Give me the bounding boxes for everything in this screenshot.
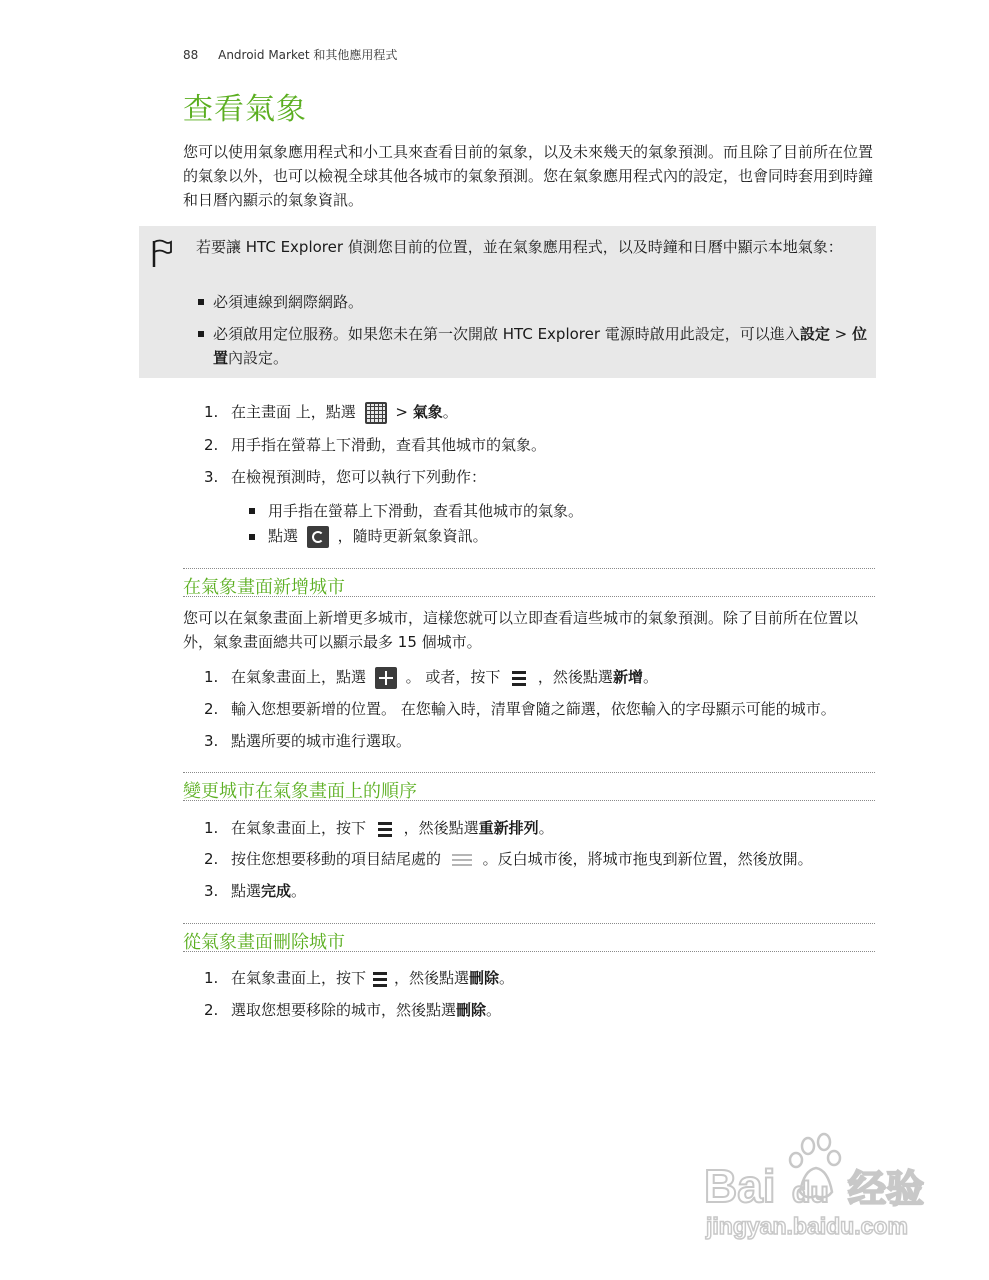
menu-icon	[375, 819, 395, 839]
step-text: 點選	[231, 882, 262, 900]
divider	[183, 951, 875, 952]
note-bullet-2	[213, 322, 878, 370]
weather-label: 氣象	[412, 403, 443, 421]
flag-icon	[150, 237, 172, 271]
step-number: 1.	[204, 969, 219, 987]
order-step-2	[231, 848, 813, 870]
arrow-sep: >	[395, 403, 413, 421]
step-text: ，隨時更新氣象資訊。	[337, 527, 488, 545]
chapter-title: Android Market 和其他應用程式	[218, 48, 398, 62]
step-text: 在氣象畫面上，點選	[231, 668, 367, 686]
bullet	[198, 331, 204, 337]
step-text: 按住您想要移動的項目結尾處的	[231, 850, 442, 868]
note-bullet-1: 必須連線到網際網路。	[213, 293, 364, 311]
section-title-reorder: 變更城市在氣象畫面上的順序	[183, 781, 417, 802]
sub-step-1: 用手指在螢幕上下滑動，查看其他城市的氣象。	[268, 502, 584, 520]
order-step-1	[231, 817, 554, 839]
rearrange-label: 重新排列	[478, 819, 539, 837]
add-step-1	[231, 666, 658, 689]
divider	[183, 596, 875, 597]
page-number: 88	[183, 48, 199, 62]
menu-icon	[509, 668, 529, 688]
step-text: ，然後點選	[394, 969, 470, 987]
order-step-3	[231, 880, 306, 902]
watermark-url: jingyan.baidu.com	[706, 1213, 908, 1239]
add-label: 新增	[612, 668, 643, 686]
settings-label: 設定	[799, 325, 830, 343]
drag-handle-icon	[450, 850, 474, 870]
note-text: 若要讓 HTC Explorer 偵測您目前的位置，並在氣象應用程式，以及時鐘和日曆中顯示本地氣象：	[196, 238, 843, 256]
step-3: 在檢視預測時，您可以執行下列動作：	[231, 468, 487, 486]
divider	[183, 772, 875, 773]
arrow-sep: >	[829, 325, 852, 343]
step-2: 用手指在螢幕上下滑動，查看其他城市的氣象。	[231, 436, 547, 454]
step-1	[231, 401, 458, 424]
step-number: 3.	[204, 468, 219, 486]
note-bullet-2-end: 內設定。	[228, 349, 289, 367]
delete-label: 刪除	[469, 969, 500, 987]
refresh-icon	[307, 526, 329, 548]
location-label: 位置	[213, 325, 867, 367]
running-header	[183, 46, 397, 63]
step-number: 3.	[204, 882, 219, 900]
divider	[183, 800, 875, 801]
step-text: 。反白城市後，將城市拖曳到新位置，然後放開。	[482, 850, 813, 868]
period: 。	[486, 1001, 502, 1019]
step-text: ，然後點選	[403, 819, 479, 837]
bullet	[249, 508, 255, 514]
add-city-paragraph: 您可以在氣象畫面上新增更多城市，這樣您就可以立即查看這些城市的氣象預測。除了目前所在位置以外，氣象畫面總共可以顯示最多 15 個城市。	[183, 609, 859, 651]
done-label: 完成	[261, 882, 292, 900]
menu-icon	[370, 969, 390, 989]
section-title-add-city: 在氣象畫面新增城市	[183, 577, 345, 598]
section-title-delete: 從氣象畫面刪除城市	[183, 932, 345, 953]
step-text: 在氣象畫面上，按下	[231, 819, 367, 837]
period: 。	[499, 969, 515, 987]
add-step-3: 點選所要的城市進行選取。	[231, 732, 412, 750]
bullet	[198, 299, 204, 305]
bullet	[249, 534, 255, 540]
step-number: 2.	[204, 1001, 219, 1019]
delete-step-1	[231, 967, 514, 989]
step-number: 2.	[204, 850, 219, 868]
step-text: 。 或者，按下	[405, 668, 501, 686]
note-bullet-2-text: 必須啟用定位服務。如果您未在第一次開啟 HTC Explorer 電源時啟用此設定，可以進入	[213, 325, 800, 343]
period: 。	[538, 819, 554, 837]
divider	[183, 923, 875, 924]
delete-label: 刪除	[456, 1001, 487, 1019]
step-number: 1.	[204, 403, 219, 421]
sub-step-2	[268, 525, 488, 548]
all-apps-icon	[365, 402, 387, 424]
watermark-brand-cn: 经验	[848, 1167, 925, 1211]
step-number: 1.	[204, 819, 219, 837]
intro-paragraph: 您可以使用氣象應用程式和小工具來查看目前的氣象，以及未來幾天的氣象預測。而且除了目前所在位置的氣象以外，也可以檢視全球其他各城市的氣象預測。您在氣象應用程式內的設定，也會同時套用到時鐘和日曆內顯示的氣象資訊。	[183, 143, 874, 209]
step-number: 3.	[204, 732, 219, 750]
period: 。	[442, 403, 458, 421]
divider	[183, 568, 875, 569]
period: 。	[291, 882, 307, 900]
step-text: 在氣象畫面上，按下	[231, 969, 367, 987]
step-text: 點選	[268, 527, 299, 545]
step-text: 選取您想要移除的城市，然後點選	[231, 1001, 457, 1019]
step-number: 1.	[204, 668, 219, 686]
step-text: ，然後點選	[537, 668, 613, 686]
step-text: 在主畫面 上，點選	[231, 403, 356, 421]
page-title: 查看氣象	[183, 92, 307, 127]
period: 。	[642, 668, 658, 686]
delete-step-2	[231, 999, 501, 1021]
baidu-watermark-logo	[700, 1130, 940, 1240]
watermark-brand-2: du	[792, 1176, 829, 1209]
add-step-2: 輸入您想要新增的位置。 在您輸入時，清單會隨之篩選，依您輸入的字母顯示可能的城市。	[231, 700, 836, 718]
add-icon	[375, 667, 397, 689]
step-number: 2.	[204, 700, 219, 718]
step-number: 2.	[204, 436, 219, 454]
watermark-brand: Bai	[704, 1160, 776, 1212]
